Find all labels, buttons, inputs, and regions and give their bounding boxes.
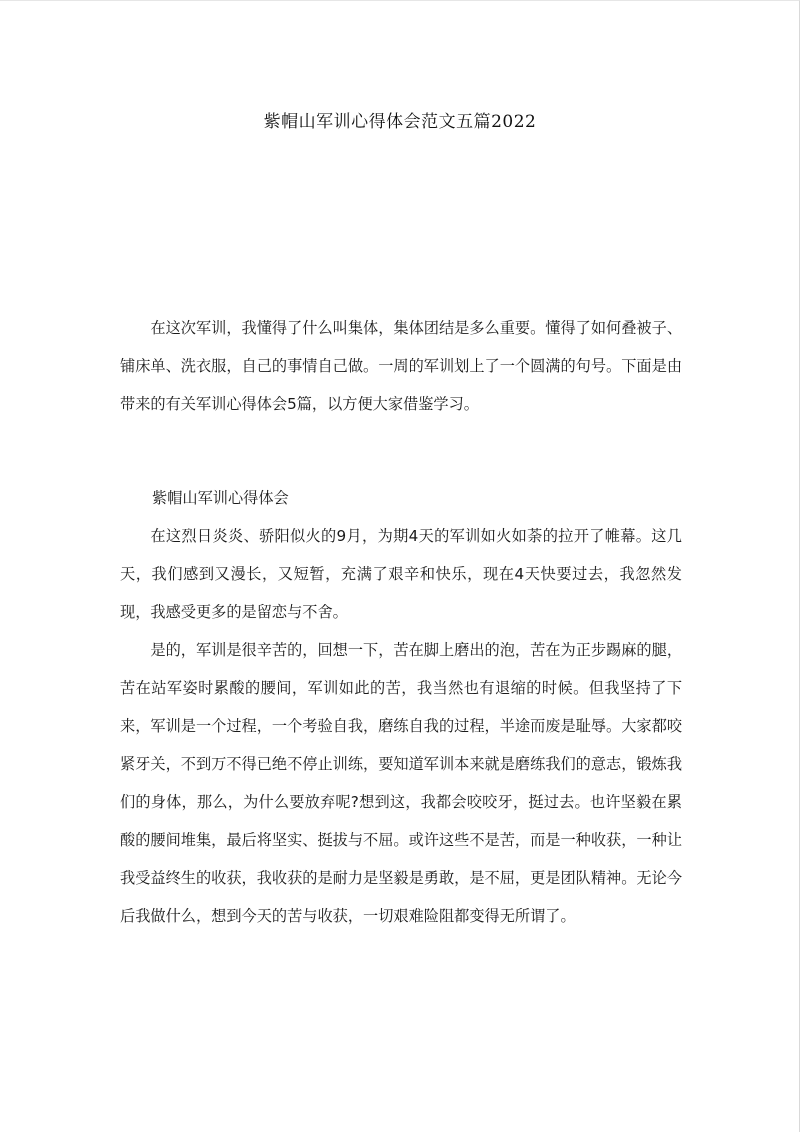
intro-section bbox=[120, 309, 682, 423]
article-body bbox=[120, 517, 682, 935]
body-paragraph-1: 在这烈日炎炎、骄阳似火的9月，为期4天的军训如火如荼的拉开了帷幕。这几天，我们感到又漫长，又短暂，充满了艰辛和快乐，现在4天快要过去，我忽然发现，我感受更多的是留恋与不舍。 bbox=[120, 527, 682, 621]
document-title: 紫帽山军训心得体会范文五篇2022 bbox=[263, 112, 537, 132]
section-heading: 紫帽山军训心得体会 bbox=[152, 489, 289, 507]
intro-paragraph: 在这次军训，我懂得了什么叫集体，集体团结是多么重要。懂得了如何叠被子、铺床单、洗衣服，自己的事情自己做。一周的军训划上了一个圆满的句号。下面是由带来的有关军训心得体会5篇，以方便大家借鉴学习。 bbox=[120, 319, 682, 413]
body-paragraph-2: 是的，军训是很辛苦的，回想一下，苦在脚上磨出的泡，苦在为正步踢麻的腿，苦在站军姿时累酸的腰间，军训如此的苦，我当然也有退缩的时候。但我坚持了下来，军训是一个过程，一个考验自我，磨练自我的过程，半途而废是耻辱。大家都咬紧牙关，不到万不得已绝不停止训练，要知道军训本来就是磨练我们的意志，锻炼我们的身体，那么，为什么要放弃呢?想到这，我都会咬咬牙，挺过去。也许坚毅在累酸的腰间堆集，最后将坚实、挺拔与不屈。或许这些不是苦，而是一种收获，一种让我受益终生的收获，我收获的是耐力是坚毅是勇敢，是不屈，更是团队精神。无论今后我做什么，想到今天的苦与收获，一切艰难险阻都变得无所谓了。 bbox=[120, 641, 682, 925]
